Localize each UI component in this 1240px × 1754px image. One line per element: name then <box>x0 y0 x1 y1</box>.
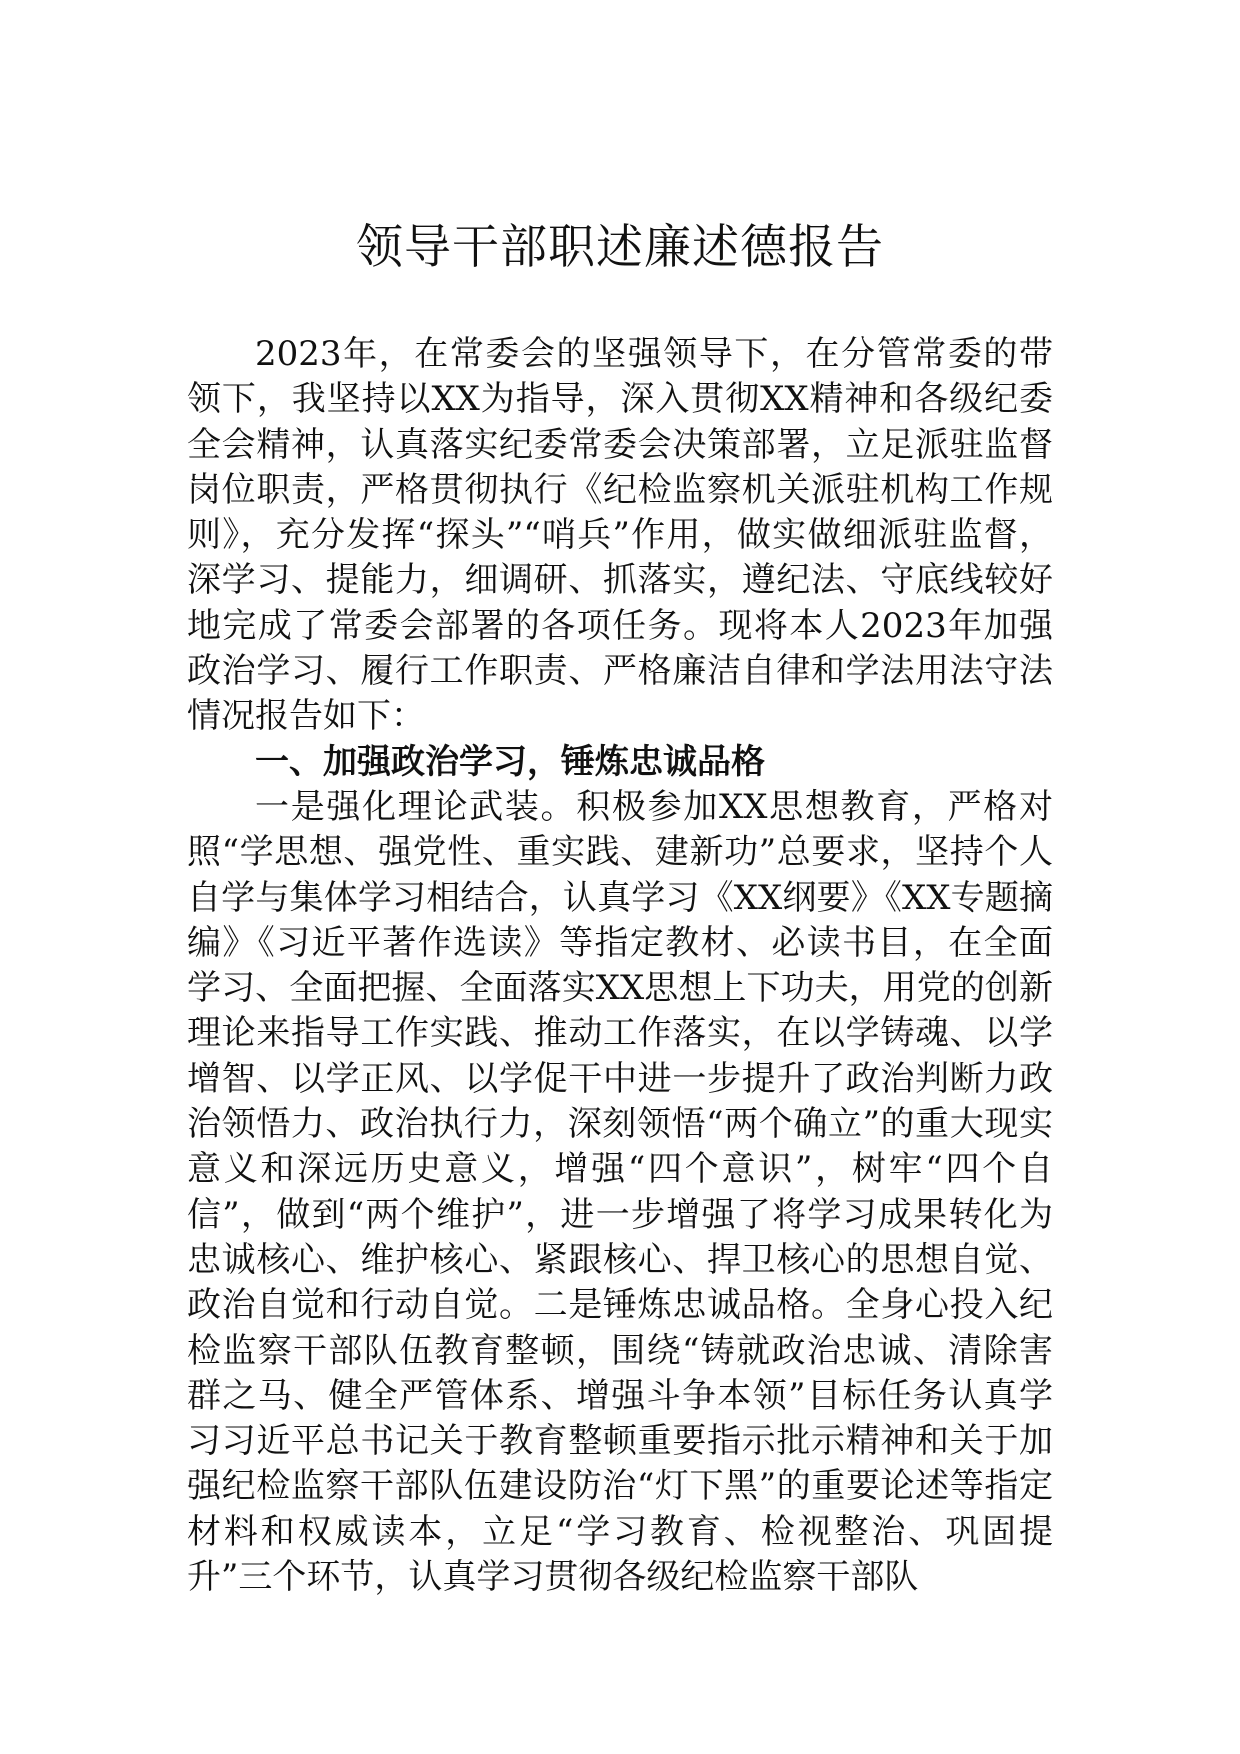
intro-paragraph: 2023年，在常委会的坚强领导下，在分管常委的带领下，我坚持以XX为指导，深入贯彻XX精神和各级纪委全会精神，认真落实纪委常委会决策部署，立足派驻监督岗位职责，严格贯彻执行《纪检监察机关派驻机构工作规则》，充分发挥“探头”“哨兵”作用，做实做细派驻监督，深学习、提能力，细调研、抓落实，遵纪法、守底线较好地完成了常委会部署的各项任务。现将本人2023年加强政治学习、履行工作职责、严格廉洁自律和学法用法守法情况报告如下： <box>187 334 1053 737</box>
body-paragraph: 一是强化理论武装。积极参加XX思想教育，严格对照“学思想、强党性、重实践、建新功”总要求，坚持个人自学与集体学习相结合，认真学习《XX纲要》《XX专题摘编》《习近平著作选读》等指定教材、必读书目，在全面学习、全面把握、全面落实XX思想上下功夫，用党的创新理论来指导工作实践、推动工作落实，在以学铸魂、以学增智、以学正风、以学促干中进一步提升了政治判断力政治领悟力、政治执行力，深刻领悟“两个确立”的重大现实意义和深远历史意义，增强“四个意识”，树牢“四个自信”，做到“两个维护”，进一步增强了将学习成果转化为忠诚核心、维护核心、紧跟核心、捍卫核心的思想自觉、政治自觉和行动自觉。二是锤炼忠诚品格。全身心投入纪检监察干部队伍教育整顿，围绕“铸就政治忠诚、清除害群之马、健全严管体系、增强斗争本领”目标任务认真学习习近平总书记关于教育整顿重要指示批示精神和关于加强纪检监察干部队伍建设防治“灯下黑”的重要论述等指定材料和权威读本，立足“学习教育、检视整治、巩固提升”三个环节，认真学习贯彻各级纪检监察干部队 <box>187 786 1053 1598</box>
document-body <box>187 332 1053 1600</box>
section-heading: 一、加强政治学习，锤炼忠诚品格 <box>255 741 765 782</box>
document-title: 领导干部职述廉述德报告 <box>356 220 884 275</box>
